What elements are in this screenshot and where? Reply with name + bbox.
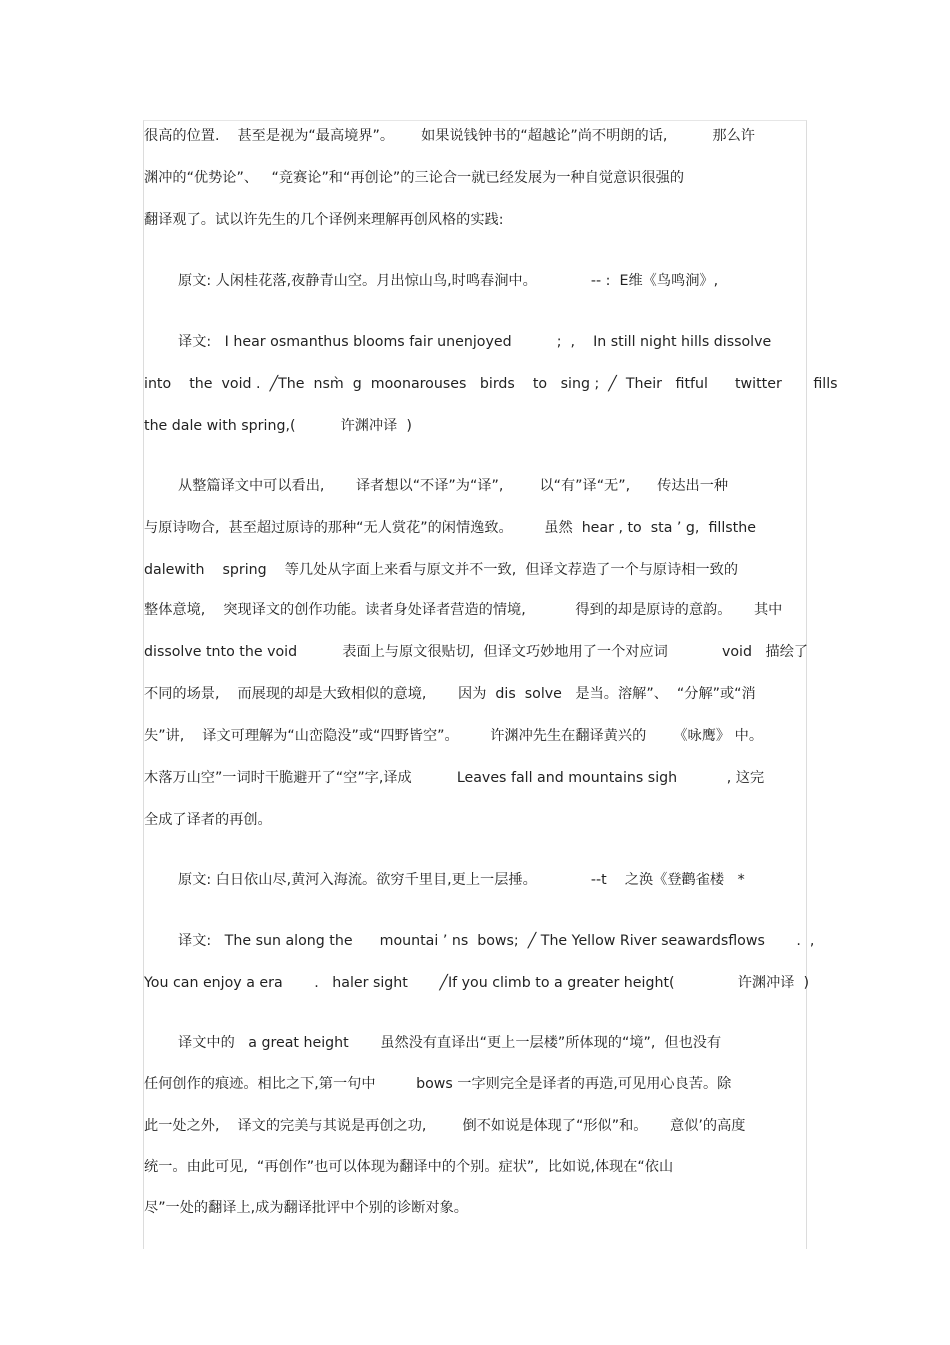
text-line: 与原诗吻合, 甚至超过原诗的那种“无人赏花”的闲情逸致。 虽然 hear , to sta ’ g, fillsthe: [144, 520, 756, 536]
text-line: 很高的位置. 甚至是视为“最高境界”。 如果说钱钟书的“超越论”尚不明朗的话, 那么许: [144, 128, 755, 144]
text-line: dissolve tnto the void 表面上与原文很贴切, 但译文巧妙地用了一个对应词 void 描绘了: [144, 644, 809, 660]
text-line: dalewith spring 等几处从字面上来看与原文并不一致, 但译文荐造了一个与原诗相一致的: [144, 562, 739, 578]
text-line: You can enjoy a era . haler sight ╱If you climb to a greater height( 许渊冲译 ): [144, 975, 810, 991]
text-line: the dale with spring,( 许渊冲译 ): [144, 418, 412, 434]
text-line: 木落万山空”一词时干脆避开了“空”字,译成 Leaves fall and mountains sigh , 这完: [144, 770, 765, 786]
text-line: 译文中的 a great height 虽然没有直译出“更上一层楼”所体现的“境”, 但也没有: [178, 1035, 722, 1051]
text-line: 此一处之外, 译文的完美与其说是再创之功, 倒不如说是体现了“形似”和。 意似’的高度: [144, 1118, 746, 1134]
text-line: 翻译观了。试以许先生的几个译例来理解再创风格的实践:: [144, 212, 504, 228]
text-line: into the void . ╱The nsm̀ g moonarouses birds to sing ; ╱ Their fitful twitter fills: [144, 376, 838, 392]
text-line: 渊冲的“优势论”、 “竞赛论”和“再创论”的三论合一就已经发展为一种自觉意识很强的: [144, 170, 685, 186]
text-line: 译文: I hear osmanthus blooms fair unenjoyed ; , In still night hills dissolve: [178, 334, 772, 350]
text-line: 整体意境, 突现译文的创作功能。读者身处译者营造的情境, 得到的却是原诗的意韵。 其中: [144, 602, 783, 618]
text-line: 不同的场景, 而展现的却是大致相似的意境, 因为 dis solve 是当。溶解”、 “分解”或“消: [144, 686, 756, 702]
text-line: 任何创作的痕迹。相比之下,第一句中 bows 一字则完全是译者的再造,可见用心良苦。除: [144, 1076, 732, 1092]
text-line: 原文: 白日依山尽,黄河入海流。欲穷千里目,更上一层捶。 --t 之涣《登鹳雀楼 *: [178, 872, 745, 888]
text-line: 全成了译者的再创。: [144, 812, 272, 828]
text-line: 从整篇译文中可以看出, 译者想以“不译”为“译”, 以“有”译“无”, 传达出一种: [178, 478, 729, 494]
text-line: 尽”一处的翻译上,成为翻译批评中个别的诊断对象。: [144, 1200, 468, 1216]
text-line: 统一。由此可见, “再创作”也可以体现为翻译中的个别。症状”, 比如说,体现在“依山: [144, 1159, 674, 1175]
text-line: 原文: 人闲桂花落,夜静青山空。月出惊山鸟,时鸣春涧中。 -- : E维《鸟鸣涧》,: [178, 273, 719, 289]
text-line: 失”讲, 译文可理解为“山峦隐没”或“四野皆空”。 许渊冲先生在翻译黄兴的 《咏鹰》 中。: [144, 728, 764, 744]
text-line: 译文: The sun along the mountai ’ ns bows; ╱ The Yellow River seawardsflows . ,: [178, 933, 815, 949]
